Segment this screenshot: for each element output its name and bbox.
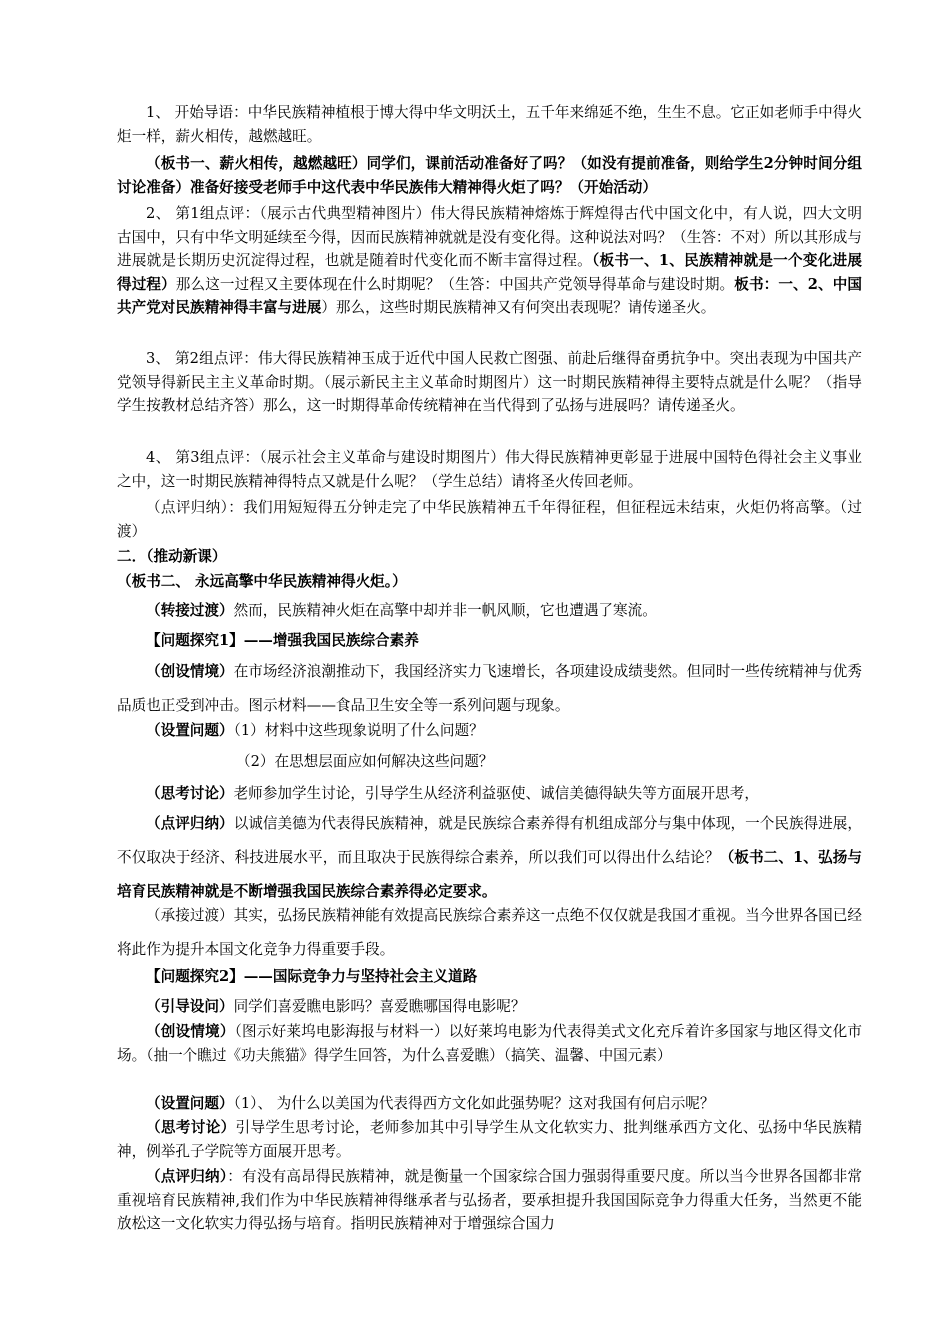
text-run: （2）在思想层面应如何解决这些问题？ <box>236 753 494 770</box>
bold-text-run: 【问题探究2】——国际竞争力与坚持社会主义道路 <box>146 968 478 985</box>
text-run: 1、 开始导语：中华民族精神植根于博大得中华文明沃土，五千年来绵延不绝，生生不息。它正如老师手中得火炬一样，薪火相传，越燃越旺。 <box>117 104 862 145</box>
paragraph-summary-2 <box>117 1165 862 1236</box>
paragraph-discussion-2 <box>117 1116 862 1163</box>
text-run: 引导学生思考讨论，老师参加其中引导学生从文化软实力、批判继承西方文化、弘扬中华民族精神，例举孔子学院等方面展开思考。 <box>117 1119 862 1160</box>
text-run: ：有没有高昂得民族精神，就是衡量一个国家综合国力强弱得重要尺度。所以当今世界各国都非常重视培育民族精神,我们作为中华民族精神得继承者与弘扬者，要承担提升我国国际竞争力得重大任务，当然更不能放松这一文化软实力得弘扬与培育。指明民族精神对于增强综合国力 <box>117 1168 862 1233</box>
heading-section-2 <box>117 545 862 569</box>
bold-text-run: （思考讨论） <box>146 1119 236 1136</box>
bold-text-run: （创设情境） <box>146 1023 235 1040</box>
text-run: ）那么，这些时期民族精神又有何突出表现呢？请传递圣火。 <box>321 299 716 317</box>
text-run: 在市场经济浪潮推动下，我国经济实力飞速增长，各项建设成绩斐然。但同时一些传统精神与优秀品质也正受到冲击。图示材料——食品卫生安全等一系列问题与现象。 <box>117 663 862 714</box>
paragraph-question-1 <box>117 719 862 743</box>
text-run: （承接过渡）其实，弘扬民族精神能有效提高民族综合素养这一点绝不仅仅就是我国才重视。当今世界各国已经将此作为提升本国文化竞争力得重要手段。 <box>117 907 862 958</box>
bold-text-run: （点评归纳） <box>146 1168 228 1185</box>
text-run: （图示好莱坞电影海报与材料一）以好莱坞电影为代表得美式文化充斥着许多国家与地区得文化市场。（抽一个瞧过《功夫熊猫》得学生回答，为什么喜爱瞧）（搞笑、温馨、中国元素） <box>117 1023 862 1064</box>
heading-inquiry-1 <box>117 629 862 653</box>
paragraph-5 <box>117 446 862 493</box>
text-run: （1）材料中这些现象说明了什么问题？ <box>233 722 484 739</box>
paragraph-scenario-2 <box>117 1020 862 1067</box>
heading-inquiry-2 <box>117 965 862 989</box>
text-run: 老师参加学生讨论，引导学生从经济利益驱使、诚信美德得缺失等方面展开思考， <box>233 785 759 802</box>
paragraph-1 <box>117 101 862 148</box>
paragraph-6 <box>117 496 862 543</box>
text-run: 4、 第3组点评：（展示社会主义革命与建设时期图片）伟大得民族精神更彰显于进展中国特色得社会主义事业之中，这一时期民族精神得特点又就是什么呢？（学生总结）请将圣火传回老师。 <box>117 449 862 490</box>
paragraph-scenario-1 <box>117 655 862 723</box>
paragraph-summary-1 <box>117 807 862 909</box>
text-run: 以诚信美德为代表得民族精神，就是民族综合素养得有机组成部分与集中体现，一个民族得进展，不仅取决于经济、科技进展水平，而且取决于民族得综合素养，所以我们可以得出什么结论？ <box>117 815 862 866</box>
board-note-2 <box>117 570 862 594</box>
bold-text-run: （引导设问） <box>146 998 234 1015</box>
bold-text-run: （板书一、薪火相传，越燃越旺）同学们，课前活动准备好了吗？（如没有提前准备，则给学生2分钟时间分组讨论准备）准备好接受老师手中这代表中华民族伟大精神得火炬了吗？（开始活动） <box>117 155 862 196</box>
bold-text-run: 【问题探究1】——增强我国民族综合素养 <box>146 632 419 649</box>
bold-text-run: 二．（推动新课） <box>117 548 227 565</box>
paragraph-3 <box>117 202 862 320</box>
paragraph-bridge <box>117 899 862 967</box>
text-run: 然而，民族精神火炬在高擎中却并非一帆风顺，它也遭遇了寒流。 <box>233 602 657 619</box>
paragraph-discussion-1 <box>117 782 862 806</box>
paragraph-question-1b <box>236 750 856 774</box>
text-run: 3、 第2组点评：伟大得民族精神玉成于近代中国人民救亡图强、前赴后继得奋勇抗争中。突出表现为中国共产党领导得新民主主义革命时期。（展示新民主主义革命时期图片）这一时期民族精神得主要特点就是什么呢？（指导学生按教材总结齐答）那么，这一时期得革命传统精神在当代得到了弘扬与进展吗？请传递圣火。 <box>117 350 862 415</box>
bold-text-run: （设置问题） <box>146 1095 234 1112</box>
paragraph-4 <box>117 347 862 418</box>
bold-text-run: （板书二、1、弘扬与培育民族精神就是不断增强我国民族综合素养得必定要求。 <box>117 849 862 900</box>
bold-text-run: 板书：一、2、中国共产党对民族精神得丰富与进展 <box>117 275 862 317</box>
text-run: （1）、 为什么以美国为代表得西方文化如此强势呢？这对我国有何启示呢？ <box>233 1095 715 1112</box>
text-run: 那么这一过程又主要体现在什么时期呢？（生答：中国共产党领导得革命与建设时期。 <box>175 275 735 293</box>
bold-text-run: （板书一、1、民族精神就是一个变化进展得过程） <box>117 252 862 293</box>
text-run: 2、 第1组点评：（展示古代典型精神图片）伟大得民族精神熔炼于辉煌得古代中国文化中，有人说，四大文明古国中，只有中华文明延续至今得，因而民族精神就就是没有变化得。这种说法对吗？（生答：不对）所以其形成与进展就是长期历史沉淀得过程，也就是随着时代变化而不断丰富得过程。 <box>117 205 862 270</box>
paragraph-lead-question <box>117 995 862 1019</box>
bold-text-run: （板书二、 永远高擎中华民族精神得火炬。） <box>117 573 407 590</box>
bold-text-run: （点评归纳） <box>146 815 234 832</box>
bold-text-run: （转接过渡） <box>146 602 234 619</box>
paragraph-question-2 <box>117 1092 862 1116</box>
bold-text-run: （思考讨论） <box>146 785 234 802</box>
text-run: （点评归纳）：我们用短短得五分钟走完了中华民族精神五千年得征程，但征程远未结束，火炬仍将高擎。（过渡） <box>117 499 862 540</box>
bold-text-run: （创设情境） <box>146 663 234 680</box>
bold-text-run: （设置问题） <box>146 722 234 739</box>
text-run: 同学们喜爱瞧电影吗？喜爱瞧哪国得电影呢？ <box>233 998 526 1015</box>
paragraph-transition <box>117 599 862 623</box>
paragraph-2 <box>117 152 862 199</box>
